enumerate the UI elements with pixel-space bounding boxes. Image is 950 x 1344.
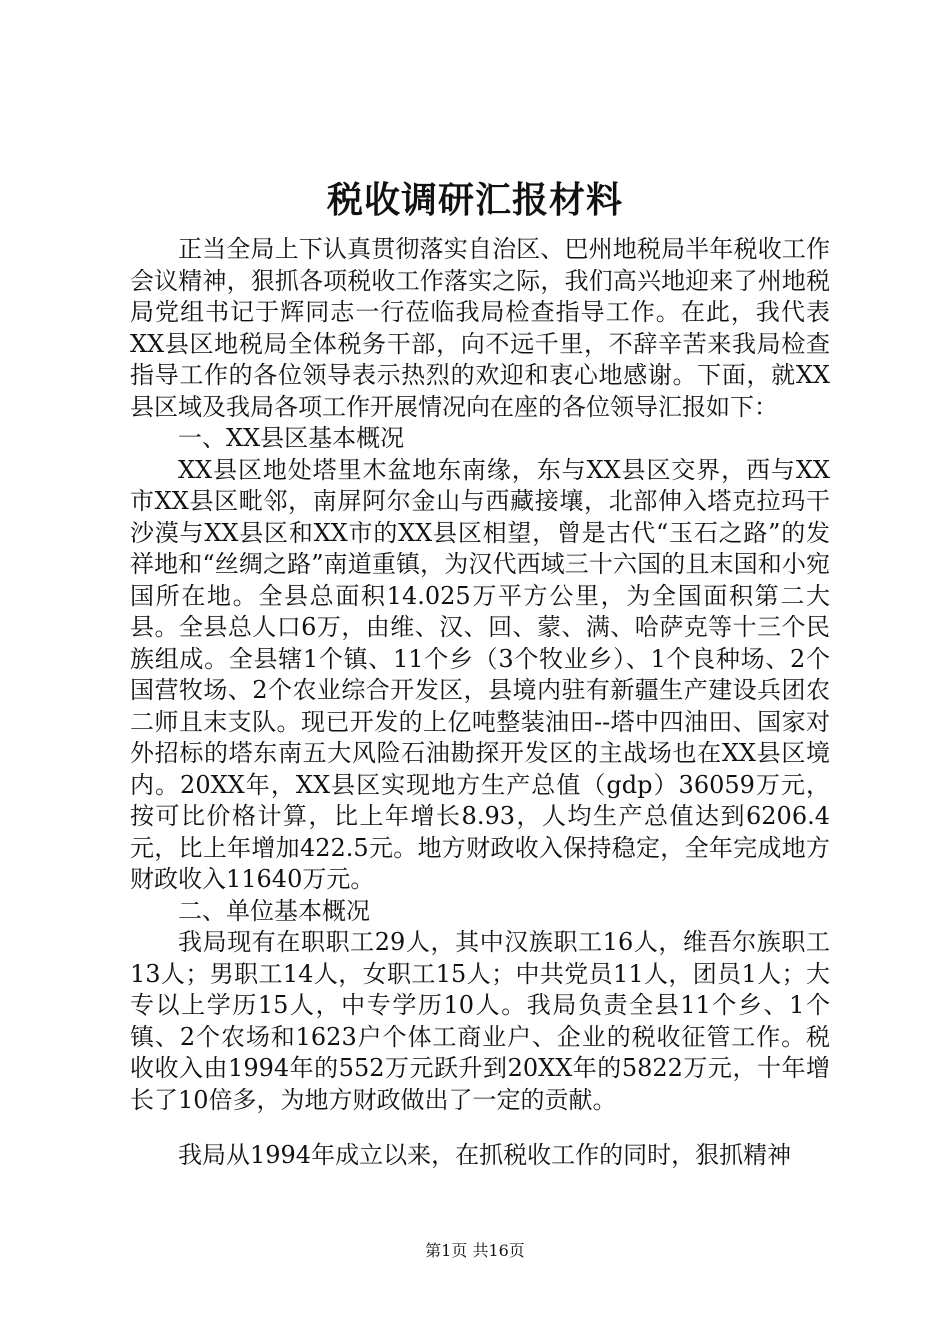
county-overview-paragraph: XX县区地处塔里木盆地东南缘，东与XX县区交界，西与XX市XX县区毗邻，南屏阿尔金山与西藏接壤，北部伸入塔克拉玛干沙漠与XX县区和XX市的XX县区相望，曾是古代“玉石之路”的发祥地和“丝绸之路”南道重镇，为汉代西域三十六国的且末国和小宛国所在地。全县总面积14.025万平方公里，为全国面积第二大县。全县总人口6万，由维、汉、回、蒙、满、哈萨克等十三个民族组成。全县辖1个镇、11个乡（3个牧业乡）、1个良种场、2个国营牧场、2个农业综合开发区，县境内驻有新疆生产建设兵团农二师且末支队。现已开发的上亿吨整装油田--塔中四油田、国家对外招标的塔东南五大风险石油勘探开发区的主战场也在XX县区境内。20XX年，XX县区实现地方生产总值（gdp）36059万元，按可比价格计算，比上年增长8.93，人均生产总值达到6206.4元，比上年增加422.5元。地方财政收入保持稳定，全年完成地方财政收入11640万元。 [130,455,830,893]
page-number-footer: 第1页 共16页 [425,1241,525,1260]
closing-paragraph: 我局从1994年成立以来，在抓税收工作的同时，狠抓精神 [178,1141,792,1169]
document-body [130,234,830,1172]
section-heading-unit-overview: 二、单位基本概况 [178,896,370,925]
unit-overview-paragraph: 我局现有在职职工29人，其中汉族职工16人，维吾尔族职工13人；男职工14人，女职工15人；中共党员11人，团员1人；大专以上学历15人，中专学历10人。我局负责全县11个乡、1个镇、2个农场和1623户个体工商业户、企业的税收征管工作。税收收入由1994年的552万元跃升到20XX年的5822万元，十年增长了10倍多，为地方财政做出了一定的贡献。 [130,928,830,1114]
section-heading-county-overview: 一、XX县区基本概况 [178,424,405,452]
document-title: 税收调研汇报材料 [326,179,623,221]
intro-paragraph: 正当全局上下认真贯彻落实自治区、巴州地税局半年税收工作会议精神，狠抓各项税收工作落实之际，我们高兴地迎来了州地税局党组书记于辉同志一行莅临我局检查指导工作。在此，我代表XX县区地税局全体税务干部，向不远千里，不辞辛苦来我局检查指导工作的各位领导表示热烈的欢迎和衷心地感谢。下面，就XX县区域及我局各项工作开展情况向在座的各位领导汇报如下： [130,235,830,421]
